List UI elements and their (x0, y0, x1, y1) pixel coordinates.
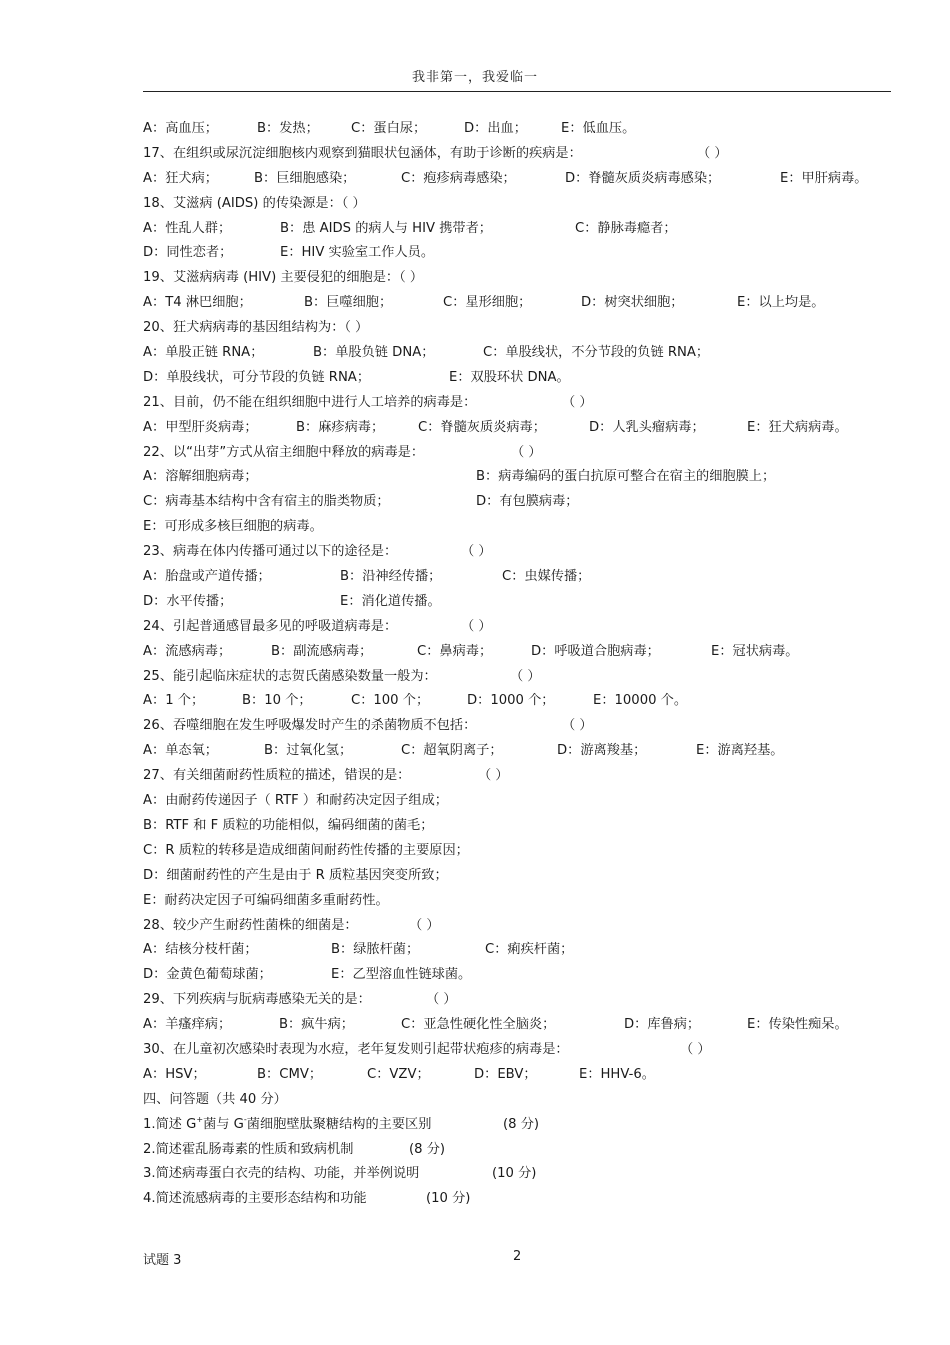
question-text: 23、病毒在体内传播可通过以下的途径是： (143, 544, 398, 560)
essay-text: 2.简述霍乱肠毒素的性质和致病机制 (143, 1141, 354, 1157)
question-28 (143, 914, 903, 939)
option: A：甲型肝炎病毒； (143, 419, 258, 435)
option: E：10000 个。 (593, 693, 688, 709)
options-25 (143, 689, 903, 714)
option: C：蛋白尿； (351, 121, 427, 136)
options-27e (143, 889, 903, 914)
question-text: 22、以“出芽”方式从宿主细胞中释放的病毒是： (143, 444, 425, 460)
option: E：甲肝病毒。 (780, 170, 868, 186)
option: D：单股线状，可分节段的负链 RNA； (143, 369, 371, 385)
option: A：狂犬病； (143, 170, 218, 186)
question-20 (143, 316, 903, 341)
option: A：由耐药传递因子（ RTF ）和耐药决定因子组成； (143, 793, 448, 809)
superscript-minus: - (243, 1114, 247, 1124)
answer-bracket: （ ） (562, 718, 593, 734)
option: B：CMV； (257, 1066, 323, 1082)
question-21 (143, 391, 903, 416)
answer-bracket: （ ） (680, 1041, 711, 1057)
essay-text: 3.简述病毒蛋白衣壳的结构、功能，并举例说明 (143, 1166, 420, 1182)
option: E：冠状病毒。 (711, 643, 799, 659)
option: B：沿神经传播； (340, 569, 442, 585)
option: E：游离羟基。 (696, 743, 784, 759)
options-23a (143, 565, 903, 590)
option: C：亚急性硬化性全脑炎； (401, 1017, 556, 1033)
exam-content (143, 117, 903, 1212)
options-22b (143, 490, 903, 515)
options-16 (143, 117, 903, 142)
options-21 (143, 416, 903, 441)
option: A：HSV； (143, 1066, 206, 1082)
option: C：疱疹病毒感染； (401, 170, 516, 186)
option: D：金黄色葡萄球菌； (143, 967, 272, 983)
header-rule (143, 91, 891, 92)
section-title: 四、问答题（共 40 分） (143, 1091, 287, 1107)
option: A：1 个； (143, 693, 205, 709)
question-text: 24、引起普通感冒最多见的呼吸道病毒是： (143, 618, 398, 634)
option: C：单股线状，不分节段的负链 RNA； (483, 345, 710, 361)
question-text: 17、在组织或尿沉淀细胞核内观察到猫眼状包涵体，有助于诊断的疾病是： (143, 145, 582, 161)
option: E：消化道传播。 (340, 593, 441, 609)
option: B：患 AIDS 的病人与 HIV 携带者； (280, 220, 492, 236)
options-27b (143, 814, 903, 839)
option: A：羊瘙痒病； (143, 1017, 232, 1033)
question-26 (143, 714, 903, 739)
question-25 (143, 665, 903, 690)
option: D：树突状细胞； (581, 295, 684, 311)
option: A：溶解细胞病毒； (143, 469, 258, 485)
options-27c (143, 839, 903, 864)
question-text: 25、能引起临床症状的志贺氏菌感染数量一般为： (143, 668, 437, 684)
answer-bracket: （ ） (478, 768, 509, 784)
option: B：RTF 和 F 质粒的功能相似，编码细菌的菌毛； (143, 817, 434, 833)
option: C：鼻病毒； (417, 643, 493, 659)
options-23b (143, 590, 903, 615)
options-20b (143, 366, 903, 391)
option: C：脊髓灰质炎病毒； (418, 419, 546, 435)
option: A：单态氧； (143, 743, 218, 759)
option: D：出血； (464, 121, 527, 136)
question-29 (143, 988, 903, 1013)
footer-label: 试题 3 (143, 1253, 182, 1268)
essay-question-4 (143, 1187, 903, 1212)
question-text: 30、在儿童初次感染时表现为水痘，老年复发则引起带状疱疹的病毒是： (143, 1041, 569, 1057)
option: E：乙型溶血性链球菌。 (331, 967, 472, 983)
option: B：副流感病毒； (271, 643, 373, 659)
answer-bracket: （ ） (461, 618, 492, 634)
option: E：狂犬病病毒。 (747, 419, 848, 435)
option: C：R 质粒的转移是造成细菌间耐药性传播的主要原因； (143, 842, 469, 858)
question-text: 21、目前，仍不能在组织细胞中进行人工培养的病毒是： (143, 394, 477, 410)
question-text: 28、较少产生耐药性菌株的细菌是： (143, 917, 358, 933)
question-27 (143, 764, 903, 789)
option: D：人乳头瘤病毒； (589, 419, 705, 435)
option: B：麻疹病毒； (296, 419, 385, 435)
options-27a (143, 789, 903, 814)
option: D：细菌耐药性的产生是由于 R 质粒基因突变所致； (143, 867, 448, 883)
superscript-plus: + (196, 1114, 204, 1124)
options-18b (143, 241, 903, 266)
section-heading (143, 1088, 903, 1113)
options-24 (143, 640, 903, 665)
question-22 (143, 441, 903, 466)
options-27d (143, 864, 903, 889)
option: E：双股环状 DNA。 (449, 369, 570, 385)
option: D：1000 个； (467, 693, 555, 709)
question-24 (143, 615, 903, 640)
question-19 (143, 266, 903, 291)
option: C：病毒基本结构中含有宿主的脂类物质； (143, 494, 390, 510)
option: E：以上均是。 (737, 295, 825, 311)
question-23 (143, 540, 903, 565)
question-text: 27、有关细菌耐药性质粒的描述，错误的是： (143, 768, 411, 784)
question-30 (143, 1038, 903, 1063)
option: E：耐药决定因子可编码细菌多重耐药性。 (143, 892, 389, 908)
question-17 (143, 142, 903, 167)
option: C：痢疾杆菌； (485, 942, 574, 958)
essay-score: (10 分) (492, 1166, 537, 1182)
essay-question-2 (143, 1138, 903, 1163)
answer-bracket: （ ） (697, 145, 728, 161)
option: E：HHV-6。 (579, 1066, 655, 1082)
options-26 (143, 739, 903, 764)
essay-text: 4.简述流感病毒的主要形态结构和功能 (143, 1191, 367, 1207)
option: A：高血压； (143, 121, 218, 136)
option: C：星形细胞； (443, 295, 532, 311)
option: B：单股负链 DNA； (313, 345, 435, 361)
option: B：巨噬细胞； (304, 295, 393, 311)
essay-score: (10 分) (426, 1191, 471, 1207)
option: A：胎盘或产道传播； (143, 569, 271, 585)
essay-text (143, 1113, 431, 1138)
option: C：VZV； (367, 1066, 430, 1082)
question-text: 20、狂犬病病毒的基因组结构为：（ ） (143, 320, 369, 336)
option: D：EBV； (474, 1066, 537, 1082)
option: A：性乱人群； (143, 220, 232, 236)
option: D：水平传播； (143, 593, 233, 609)
essay-score: (8 分) (503, 1116, 540, 1132)
options-20a (143, 341, 903, 366)
answer-bracket: （ ） (409, 917, 440, 933)
page-header: 我非第一，我爱临一 (411, 70, 538, 85)
essay-score: (8 分) (409, 1141, 446, 1157)
options-18a (143, 217, 903, 242)
essay-question-1 (143, 1113, 903, 1138)
essay-text-part: 菌细胞壁肽聚糖结构的主要区别 (246, 1116, 432, 1132)
option: D：游离羧基； (557, 743, 647, 759)
option: D：库鲁病； (624, 1017, 701, 1033)
option: B：病毒编码的蛋白抗原可整合在宿主的细胞膜上； (476, 469, 776, 485)
option: E：HIV 实验室工作人员。 (280, 245, 435, 261)
option: A：T4 淋巴细胞； (143, 295, 252, 311)
option: C：100 个； (351, 693, 430, 709)
option: C：静脉毒瘾者； (575, 220, 677, 236)
option: E：低血压。 (561, 121, 636, 136)
option: B：过氧化氢； (264, 743, 353, 759)
options-22c (143, 515, 903, 540)
page-number: 2 (513, 1249, 522, 1264)
options-28a (143, 938, 903, 963)
essay-text-part: 菌与 G (203, 1116, 244, 1132)
option: B：10 个； (242, 693, 312, 709)
option: B：发热； (257, 121, 319, 136)
options-22a (143, 465, 903, 490)
option: C：虫媒传播； (502, 569, 591, 585)
option: E：传染性痴呆。 (747, 1017, 848, 1033)
option: A：结核分枝杆菌； (143, 942, 258, 958)
option: B：绿脓杆菌； (331, 942, 420, 958)
option: D：脊髓灰质炎病毒感染； (565, 170, 721, 186)
option: D：同性恋者； (143, 245, 233, 261)
option: B：巨细胞感染； (254, 170, 356, 186)
option: A：单股正链 RNA； (143, 345, 264, 361)
answer-bracket: （ ） (562, 394, 593, 410)
options-29 (143, 1013, 903, 1038)
answer-bracket: （ ） (461, 544, 492, 560)
options-28b (143, 963, 903, 988)
answer-bracket: （ ） (511, 444, 542, 460)
options-17 (143, 167, 903, 192)
option: A：流感病毒； (143, 643, 232, 659)
option: E：可形成多核巨细胞的病毒。 (143, 519, 323, 535)
option: C：超氧阴离子； (401, 743, 503, 759)
question-text: 18、艾滋病 (AIDS) 的传染源是：（ ） (143, 195, 366, 211)
options-30 (143, 1063, 903, 1088)
question-18 (143, 192, 903, 217)
question-text: 19、艾滋病病毒 (HIV) 主要侵犯的细胞是：（ ） (143, 270, 424, 286)
essay-text-part: 1.简述 G (143, 1116, 197, 1132)
essay-question-3 (143, 1162, 903, 1187)
option: D：呼吸道合胞病毒； (531, 643, 660, 659)
question-text: 29、下列疾病与朊病毒感染无关的是： (143, 992, 371, 1008)
answer-bracket: （ ） (426, 992, 457, 1008)
options-19 (143, 291, 903, 316)
option: B：疯牛病； (279, 1017, 354, 1033)
option: D：有包膜病毒； (476, 494, 579, 510)
question-text: 26、吞噬细胞在发生呼吸爆发时产生的杀菌物质不包括： (143, 718, 477, 734)
answer-bracket: （ ） (510, 668, 541, 684)
